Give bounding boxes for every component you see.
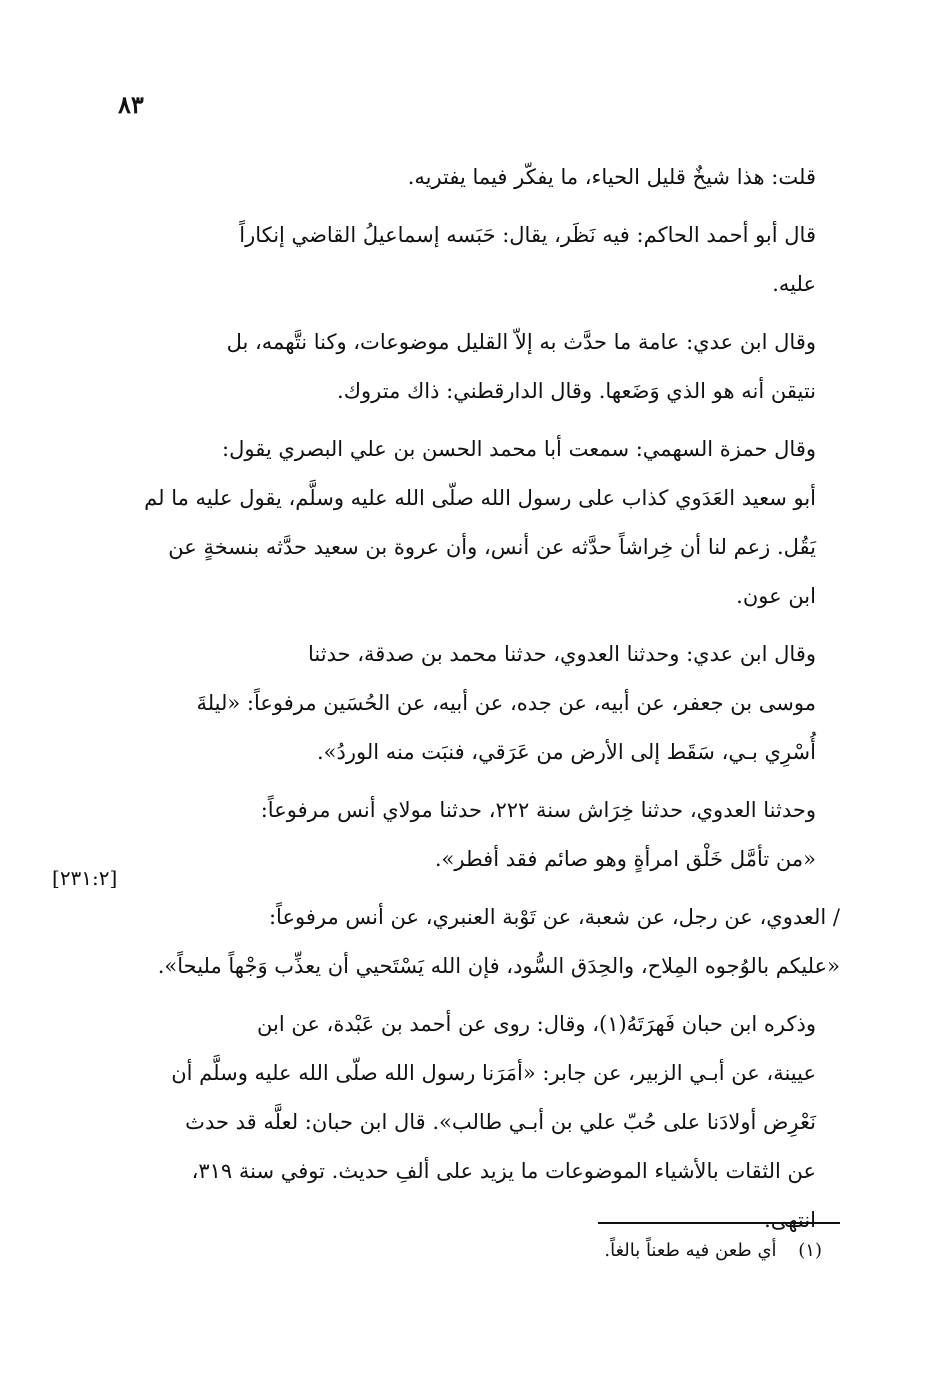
paragraph-4: [118, 425, 840, 621]
body-text: [118, 153, 840, 1254]
text-line: عيينة، عن أبـي الزبير، عن جابر: «أمَرَنا رسول الله صلّى الله عليه وسلَّم أن: [171, 1061, 816, 1085]
margin-page-marker: [٢٣١:٢]: [52, 866, 118, 890]
text-line: وقال ابن عدي: عامة ما حدَّث به إلاّ القليل موضوعات، وكنا نتَّهمه، بل: [226, 330, 816, 354]
text-line: انتهى.: [764, 1208, 816, 1232]
page-number: ٨٣: [118, 90, 144, 119]
paragraph-7: [118, 893, 840, 991]
text-line: ابن عون.: [736, 584, 816, 608]
footnote-number: (١): [798, 1240, 822, 1261]
text-line: عليه.: [772, 272, 816, 296]
text-line: عن الثقات بالأشياء الموضوعات ما يزيد على ألفِ حديث. توفي سنة ٣١٩،: [191, 1159, 816, 1183]
text-line: قال أبو أحمد الحاكم: فيه نَظَر، يقال: حَبَسه إسماعيلُ القاضي إنكاراً: [239, 223, 816, 247]
paragraph-3: [118, 318, 840, 416]
text-line: وحدثنا العدوي، حدثنا خِرَاش سنة ٢٢٢، حدثنا مولاي أنس مرفوعاً:: [260, 798, 816, 822]
paragraph-8: [118, 1000, 840, 1245]
text-line: يَقُل. زعم لنا أن خِراشاً حدَّثه عن أنس، وأن عروة بن سعيد حدَّثه بنسخةٍ عن: [168, 535, 816, 559]
paragraph-6: [118, 786, 840, 884]
text-line: نَعْرِض أولادَنا على حُبّ علي بن أبـي طالب». قال ابن حبان: لعلَّه قد حدث: [185, 1110, 816, 1134]
footnote-text: أي طعن فيه طعناً بالغاً.: [604, 1240, 777, 1261]
text-line: وقال حمزة السهمي: سمعت أبا محمد الحسن بن علي البصري يقول:: [222, 437, 816, 461]
paragraph-1: [118, 153, 840, 202]
paragraph-5: [118, 630, 840, 777]
text-line: نتيقن أنه هو الذي وَضَعها. وقال الدارقطني: ذاك متروك.: [337, 379, 816, 403]
text-line: موسى بن جعفر، عن أبيه، عن جده، عن أبيه، عن الحُسَين مرفوعاً: «ليلةَ: [196, 691, 816, 715]
text-line: أبو سعيد العَدَوي كذاب على رسول الله صلّى الله عليه وسلَّم، يقول عليه ما لم: [144, 486, 816, 510]
text-line: «عليكم بالوُجوه المِلاح، والحِدَق السُّود، فإن الله يَسْتَحيي أن يعذِّب وَجْهاً مليحاً».: [157, 954, 840, 978]
text-line: «من تأمَّل خَلْق امرأةٍ وهو صائم فقد أفطر».: [434, 847, 816, 871]
text-line: وذكره ابن حبان فَهرَتَهُ(١)، وقال: روى عن أحمد بن عَبْدة، عن ابن: [257, 1012, 816, 1036]
footnote: [420, 1236, 822, 1266]
text-line: وقال ابن عدي: وحدثنا العدوي، حدثنا محمد بن صدقة، حدثنا: [307, 642, 816, 666]
footnote-divider: [598, 1222, 840, 1224]
text-line: / العدوي، عن رجل، عن شعبة، عن تَوْبة العنبري، عن أنس مرفوعاً:: [268, 905, 840, 929]
paragraph-2: [118, 211, 840, 309]
text-line: قلت: هذا شيخٌ قليل الحياء، ما يفكّر فيما يفتريه.: [407, 165, 816, 189]
text-line: أُسْرِي بـي، سَقَط إلى الأرض من عَرَقي، فنبَت منه الوردُ».: [317, 740, 816, 764]
